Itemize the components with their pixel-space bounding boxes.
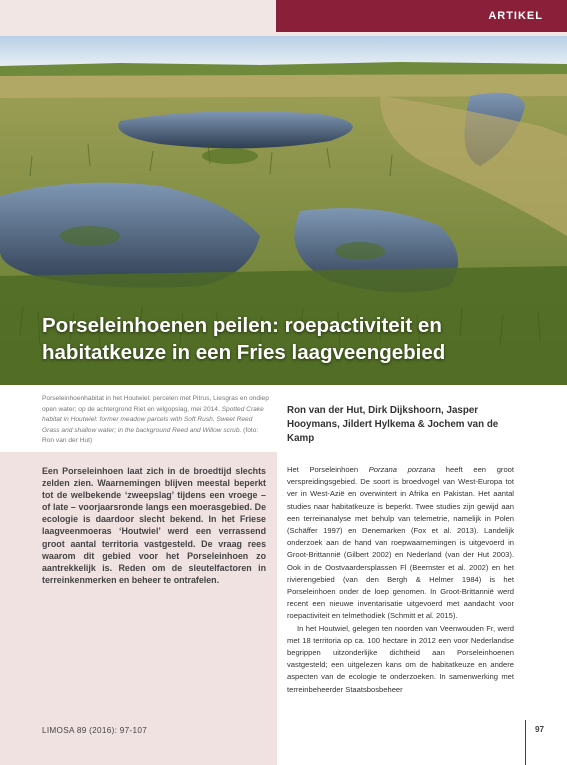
caption-credit: (foto: Ron van der Hut)	[42, 426, 259, 444]
body-paragraph-2: In het Houtwiel, gelegen ten noorden van Veenwouden Fr, werd met 18 territoria op ca. 100 hectare in 2012 een voor Nederlandse begrippen uitzonderlijke dichtheid aan Porseleinhoenen vastgesteld; een uitgelezen kans om de habitatkeuze en andere aspecten van de ecologie te onderzoeken. In samenwerking met terreinbeheerder Staatsbosbeheer	[287, 623, 514, 694]
section-tag	[276, 0, 567, 32]
caption-english: Spotted Crake habitat in Houtwiel: former meadow parcels with Soft Rush, Sweet Reed Grass and shallow water; in the background Reed and Willow scrub.	[42, 405, 264, 434]
article-title: Porseleinhoenen peilen: roepactiviteit en habitatkeuze in een Fries laagveengebied	[42, 314, 446, 364]
body-paragraph-1: Het Porseleinhoen Porzana porzana heeft een groot verspreidingsgebied. De soort is broedvogel van West-Europa tot ver in West-Azië en overwintert in Afrika en Pakistan. Het aantal studies naar habitatkeuze is beperkt. Twee studies zijn gewijd aan een terreinanalyse met behulp van telemetrie, namelijk in Polen (Schäffer 1997) en Denemarken (Fox et al. 2013). Landelijk onderzoek aan de hand van roepwaarnemingen is uitgevoerd in Groot-Brittannië (Gilbert 2002) en Nederland (van der Hut 2003). Ook in de Oostvaardersplassen Fl (Beemster et al. 2002) en het rivierengebied (van den Bergh & Helmer 1984) is het Porseleinhoen onder de loep genomen. In Groot-Brittannië werd recent een nieuwe inventarisatie uitgevoerd met aandacht voor roepactiviteit en telmethodiek (Schmitt et al. 2015).	[287, 465, 515, 621]
photo-caption	[42, 394, 270, 447]
abstract: Een Porseleinhoen laat zich in de broedtijd slechts zelden zien. Waarnemingen blijven meestal beperkt tot de welbekende ‘zweepslag’ tijdens een vroege – of late – voorjaarsronde langs een moerasgebied. De ecologie is daardoor slecht bekend. In het Friese laagveenmoeras ‘Houtwiel’ werd een verrassend groot aantal territoria vastgesteld. De vraag rees waarom dit gebied voor het Porseleinhoen zo aantrekkelijk is. Reden om de sleutelfactoren in terreinkenmerken en beheer te ontrafelen.	[42, 466, 266, 585]
species-name: Porzana porzana	[368, 465, 436, 474]
page-number: 97	[535, 725, 545, 734]
body-text	[287, 464, 514, 696]
journal-citation: LIMOSA 89 (2016): 97-107	[42, 726, 148, 735]
footer-divider	[525, 720, 526, 765]
author-list: Ron van der Hut, Dirk Dijkshoorn, Jasper Hooymans, Jildert Hylkema & Jochem van de Kamp	[287, 405, 499, 444]
section-tag-label: ARTIKEL	[488, 10, 543, 22]
caption-dutch: Porseleinhoenhabitat in het Houtwiel: percelen met Pitrus, Liesgras en ondiep open water; op de achtergrond Riet en wilgopslag, mei 2014.	[42, 395, 269, 413]
